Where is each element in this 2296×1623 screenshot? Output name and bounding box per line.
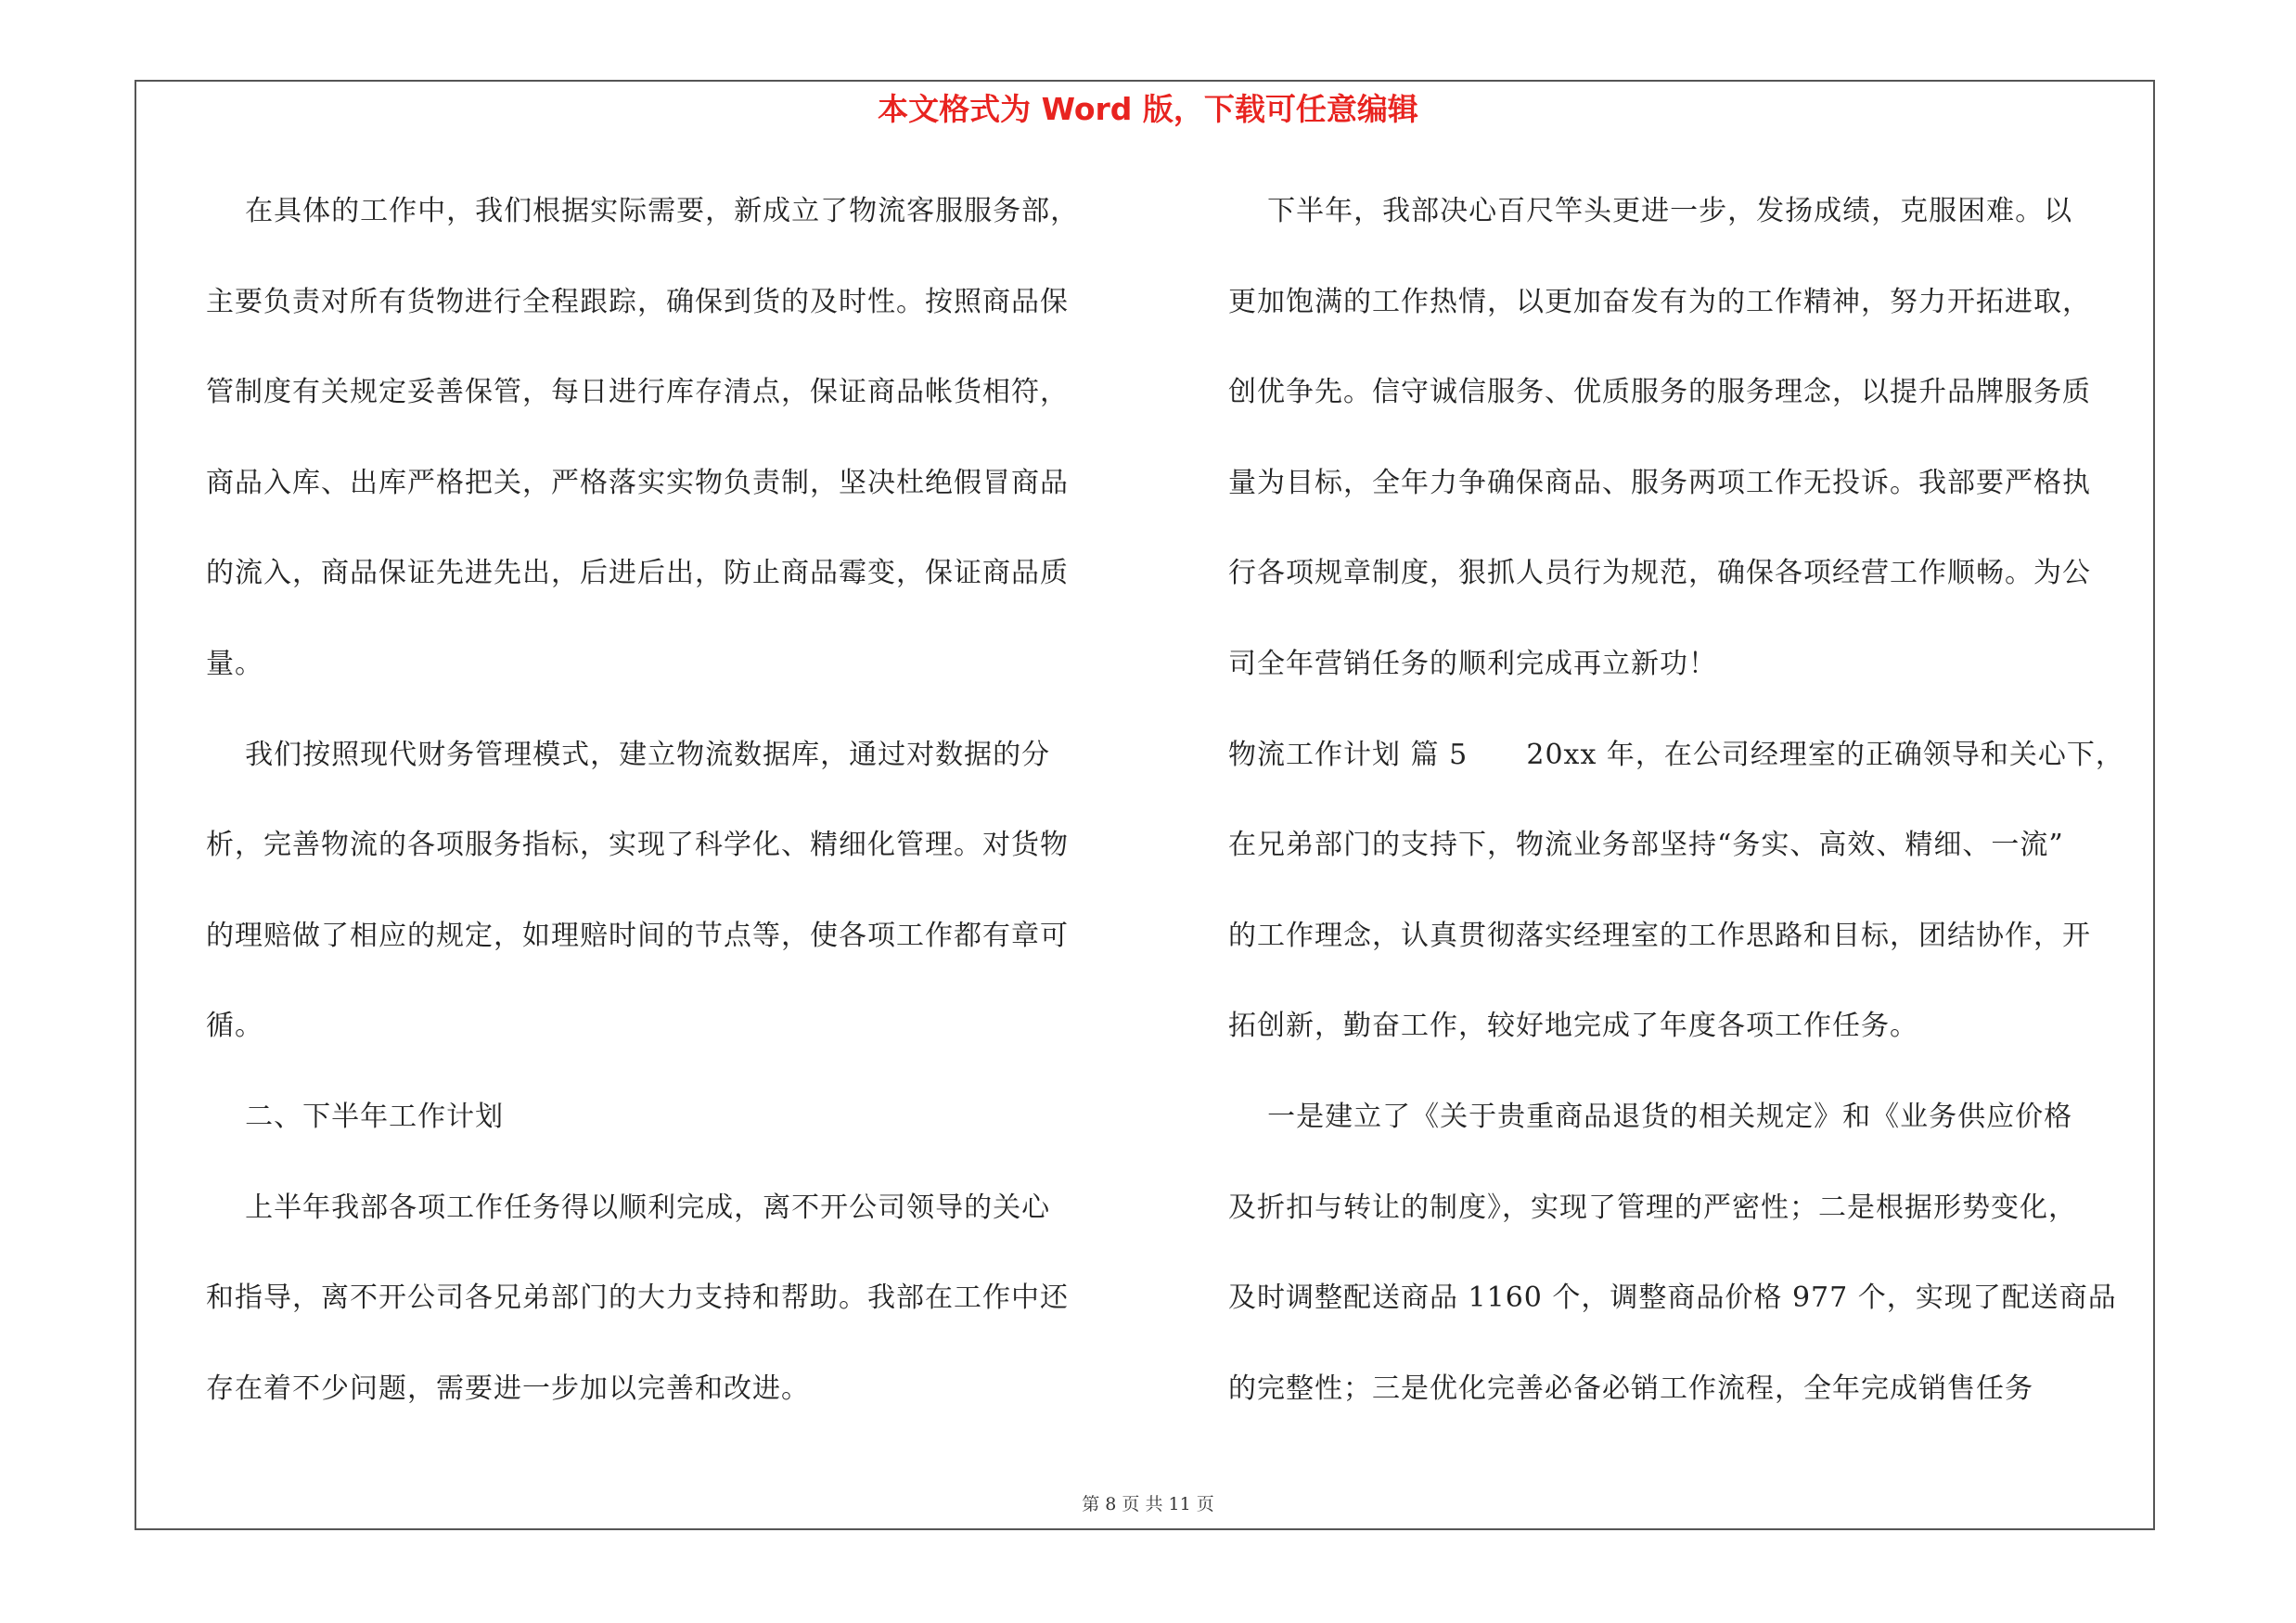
text-line: 一是建立了《关于贵重商品退货的相关规定》和《业务供应价格 bbox=[1228, 1100, 2073, 1133]
text-line: 创优争先。信守诚信服务、优质服务的服务理念，以提升品牌服务质 bbox=[1228, 376, 2091, 409]
left-column bbox=[206, 184, 1134, 1451]
text-line: 在具体的工作中，我们根据实际需要，新成立了物流客服服务部， bbox=[206, 195, 1080, 227]
text-line: 存在着不少问题，需要进一步加以完善和改进。 bbox=[206, 1372, 810, 1405]
text-line: 循。 bbox=[206, 1010, 263, 1043]
text-line: 量为目标，全年力争确保商品、服务两项工作无投诉。我部要严格执 bbox=[1228, 466, 2091, 499]
text-line: 拓创新，勤奋工作，较好地完成了年度各项工作任务。 bbox=[1228, 1010, 1918, 1043]
section-heading: 二、下半年工作计划 bbox=[206, 1100, 505, 1133]
section-heading: 物流工作计划 篇 5 20xx 年，在公司经理室的正确领导和关心下， bbox=[1228, 738, 2124, 771]
text-line: 及折扣与转让的制度》，实现了管理的严密性；二是根据形势变化， bbox=[1228, 1191, 2077, 1224]
text-line: 上半年我部各项工作任务得以顺利完成，离不开公司领导的关心 bbox=[206, 1191, 1051, 1224]
text-line: 商品入库、出库严格把关，严格落实实物负责制，坚决杜绝假冒商品 bbox=[206, 466, 1069, 499]
text-line: 我们按照现代财务管理模式，建立物流数据库，通过对数据的分 bbox=[206, 738, 1051, 771]
text-line: 更加饱满的工作热情，以更加奋发有为的工作精神，努力开拓进取， bbox=[1228, 285, 2091, 318]
text-line: 析，完善物流的各项服务指标，实现了科学化、精细化管理。对货物 bbox=[206, 829, 1069, 862]
text-line: 的完整性；三是优化完善必备必销工作流程，全年完成销售任务 bbox=[1228, 1372, 2033, 1405]
text-line: 行各项规章制度，狠抓人员行为规范，确保各项经营工作顺畅。为公 bbox=[1228, 557, 2091, 590]
text-line: 在兄弟部门的支持下，物流业务部坚持“务实、高效、精细、一流” bbox=[1228, 829, 2064, 862]
text-line: 司全年营销任务的顺利完成再立新功！ bbox=[1228, 647, 1717, 680]
text-line: 管制度有关规定妥善保管，每日进行库存清点，保证商品帐货相符， bbox=[206, 376, 1069, 409]
text-line: 的流入，商品保证先进先出，后进后出，防止商品霉变，保证商品质 bbox=[206, 557, 1069, 590]
text-line: 量。 bbox=[206, 647, 263, 680]
page-number: 第 8 页 共 11 页 bbox=[1082, 1494, 1214, 1514]
text-line: 和指导，离不开公司各兄弟部门的大力支持和帮助。我部在工作中还 bbox=[206, 1282, 1069, 1315]
word-format-banner: 本文格式为 Word 版，下载可任意编辑 bbox=[878, 91, 1418, 127]
text-line: 主要负责对所有货物进行全程跟踪，确保到货的及时性。按照商品保 bbox=[206, 285, 1069, 318]
text-line: 的工作理念，认真贯彻落实经理室的工作思路和目标，团结协作，开 bbox=[1228, 919, 2091, 952]
text-line: 及时调整配送商品 1160 个，调整商品价格 977 个，实现了配送商品 bbox=[1228, 1282, 2117, 1315]
right-column bbox=[1228, 184, 2156, 1451]
text-line: 的理赔做了相应的规定，如理赔时间的节点等，使各项工作都有章可 bbox=[206, 919, 1069, 952]
text-line: 下半年，我部决心百尺竿头更进一步，发扬成绩，克服困难。以 bbox=[1228, 195, 2073, 227]
